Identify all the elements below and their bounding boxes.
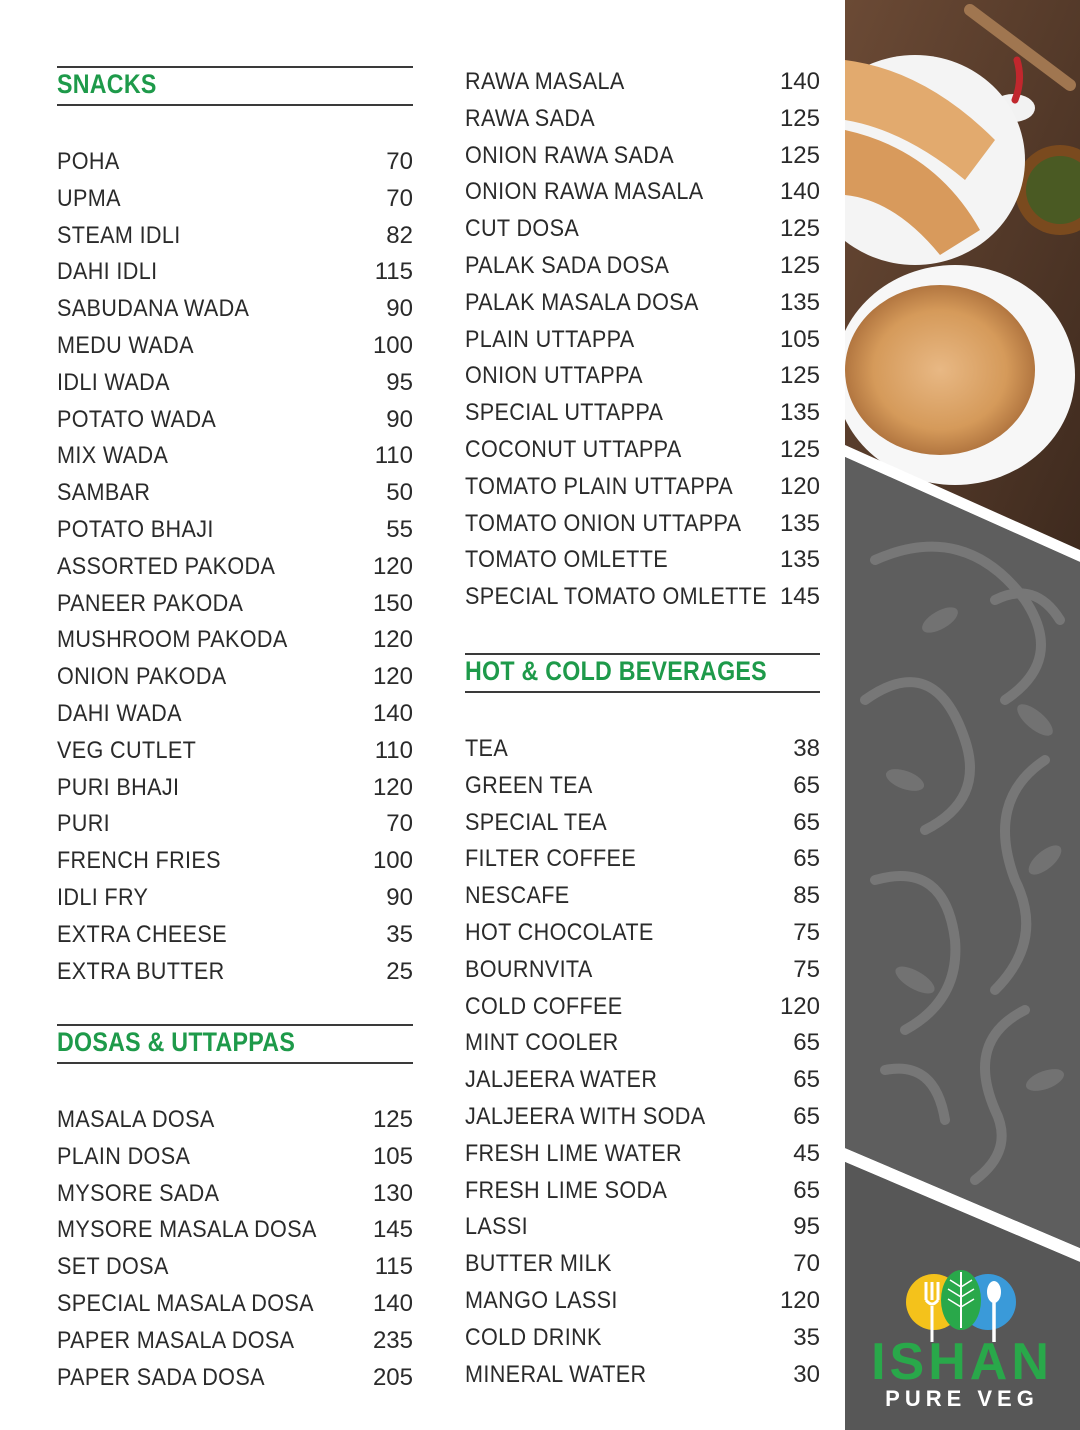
menu-item — [465, 1173, 820, 1210]
menu-item — [465, 1025, 820, 1062]
section-header — [57, 1024, 413, 1064]
decor-illustration — [845, 0, 1080, 1430]
item-price: 55 — [386, 515, 413, 543]
brand-tagline: PURE VEG — [885, 1386, 1039, 1411]
menu-item — [465, 841, 820, 878]
item-price: 85 — [793, 882, 820, 910]
item-price: 125 — [779, 251, 820, 279]
menu-item — [57, 770, 413, 807]
item-price: 82 — [386, 221, 413, 249]
dosa-icon — [845, 285, 1035, 455]
item-name: UPMA — [57, 184, 121, 212]
menu-item — [57, 254, 413, 291]
item-price: 125 — [779, 435, 820, 463]
item-name: EXTRA CHEESE — [57, 920, 227, 948]
item-name: POHA — [57, 148, 120, 175]
item-price: 120 — [372, 552, 413, 580]
menu-item — [57, 1286, 413, 1323]
item-name: SPECIAL UTTAPPA — [465, 399, 664, 427]
dosas-section — [57, 1024, 413, 1396]
menu-item — [57, 1323, 413, 1360]
item-name: JALJEERA WATER — [465, 1066, 658, 1094]
menu-item — [465, 579, 820, 616]
item-price: 120 — [372, 663, 413, 691]
menu-item — [465, 1062, 820, 1099]
menu-item — [57, 365, 413, 402]
item-price: 35 — [386, 920, 413, 948]
item-list — [465, 64, 820, 616]
menu-item — [465, 469, 820, 506]
item-name: JALJEERA WITH SODA — [465, 1102, 706, 1130]
menu-item — [57, 622, 413, 659]
menu-item — [465, 395, 820, 432]
menu-item — [465, 952, 820, 989]
item-price: 135 — [779, 509, 820, 537]
item-name: PAPER MASALA DOSA — [57, 1326, 295, 1354]
item-price: 235 — [372, 1326, 413, 1354]
item-name: SET DOSA — [57, 1253, 169, 1281]
item-price: 110 — [374, 736, 413, 764]
item-price: 130 — [372, 1179, 413, 1207]
item-price: 70 — [386, 810, 413, 838]
item-price: 120 — [779, 472, 820, 500]
item-price: 120 — [779, 992, 820, 1020]
item-list — [465, 731, 820, 1393]
item-name: FILTER COFFEE — [465, 845, 637, 873]
item-name: COCONUT UTTAPPA — [465, 435, 682, 463]
item-name: MEDU WADA — [57, 331, 194, 359]
menu-item — [465, 1209, 820, 1246]
item-price: 75 — [793, 918, 820, 946]
item-price: 110 — [374, 442, 413, 470]
menu-item — [57, 806, 413, 843]
item-name: PANEER PAKODA — [57, 589, 244, 617]
item-name: SPECIAL MASALA DOSA — [57, 1289, 314, 1317]
item-name: EXTRA BUTTER — [57, 957, 225, 985]
item-name: CUT DOSA — [465, 215, 580, 243]
item-name: PALAK SADA DOSA — [465, 251, 670, 279]
menu-item — [465, 358, 820, 395]
menu-item — [465, 64, 820, 101]
item-price: 65 — [793, 808, 820, 836]
item-name: PALAK MASALA DOSA — [465, 288, 699, 316]
menu-item — [57, 218, 413, 255]
menu-item — [465, 211, 820, 248]
item-price: 95 — [386, 368, 413, 396]
item-price: 35 — [793, 1323, 820, 1351]
menu-item — [465, 1357, 820, 1394]
section-header — [57, 66, 413, 106]
item-price: 70 — [386, 148, 413, 175]
menu-item — [465, 322, 820, 359]
item-price: 125 — [372, 1106, 413, 1133]
item-name: FRESH LIME WATER — [465, 1139, 682, 1167]
section-header — [465, 653, 820, 693]
item-name: ONION RAWA MASALA — [465, 178, 704, 206]
section-title: SNACKS — [57, 69, 157, 99]
side-decor-panel — [845, 0, 1080, 1430]
item-price: 150 — [372, 589, 413, 617]
item-price: 100 — [372, 331, 413, 359]
item-price: 90 — [386, 883, 413, 911]
menu-item — [465, 989, 820, 1026]
menu-item — [57, 402, 413, 439]
item-name: DAHI WADA — [57, 699, 182, 727]
menu-item — [465, 138, 820, 175]
spoon-icon — [987, 1281, 1001, 1303]
item-price: 38 — [793, 735, 820, 762]
menu-item — [465, 101, 820, 138]
item-name: SABUDANA WADA — [57, 295, 250, 323]
item-name: RAWA MASALA — [465, 68, 625, 95]
item-price: 65 — [793, 1102, 820, 1130]
item-price: 115 — [374, 1253, 413, 1281]
item-name: SAMBAR — [57, 479, 151, 507]
item-name: MINT COOLER — [465, 1029, 619, 1057]
menu-item — [465, 432, 820, 469]
item-price: 140 — [372, 699, 413, 727]
menu-item — [57, 475, 413, 512]
item-name: BOURNVITA — [465, 955, 593, 983]
item-name: TEA — [465, 735, 509, 762]
item-name: NESCAFE — [465, 882, 570, 910]
menu-item — [465, 1136, 820, 1173]
item-price: 135 — [779, 546, 820, 574]
item-name: HOT CHOCOLATE — [465, 918, 654, 946]
item-price: 65 — [793, 1066, 820, 1094]
item-name: VEG CUTLET — [57, 736, 197, 764]
menu-item — [57, 1139, 413, 1176]
item-price: 90 — [386, 295, 413, 323]
item-name: COLD COFFEE — [465, 992, 623, 1020]
item-name: ONION PAKODA — [57, 663, 227, 691]
menu-item — [465, 542, 820, 579]
item-price: 125 — [779, 215, 820, 243]
menu-item — [57, 586, 413, 623]
item-price: 45 — [793, 1139, 820, 1167]
item-name: RAWA SADA — [465, 104, 596, 132]
menu-item — [57, 954, 413, 991]
snacks-section — [57, 66, 413, 990]
item-name: MUSHROOM PAKODA — [57, 626, 288, 654]
item-name: ONION RAWA SADA — [465, 141, 675, 169]
menu-item — [465, 506, 820, 543]
logo-emblem-icon — [862, 1262, 1062, 1342]
item-price: 125 — [779, 362, 820, 390]
menu-item — [57, 659, 413, 696]
item-price: 140 — [779, 178, 820, 206]
menu-item — [57, 1360, 413, 1397]
menu-item — [57, 291, 413, 328]
item-price: 125 — [779, 141, 820, 169]
menu-item — [57, 144, 413, 181]
item-price: 135 — [779, 288, 820, 316]
menu-item — [57, 512, 413, 549]
item-name: LASSI — [465, 1213, 529, 1241]
menu-item — [465, 805, 820, 842]
menu-item — [57, 549, 413, 586]
menu-item — [57, 181, 413, 218]
item-name: IDLI WADA — [57, 368, 170, 396]
menu-item — [57, 1212, 413, 1249]
item-price: 120 — [372, 626, 413, 654]
item-price: 75 — [793, 955, 820, 983]
menu-item — [57, 917, 413, 954]
item-price: 65 — [793, 1029, 820, 1057]
menu-item — [57, 1176, 413, 1213]
item-name: GREEN TEA — [465, 771, 593, 799]
item-price: 70 — [793, 1250, 820, 1278]
menu-item — [465, 1246, 820, 1283]
item-price: 105 — [372, 1142, 413, 1170]
item-price: 70 — [386, 184, 413, 212]
item-price: 145 — [779, 583, 820, 611]
item-list — [57, 1102, 413, 1396]
menu-item — [465, 1320, 820, 1357]
menu-item — [465, 1283, 820, 1320]
item-name: MASALA DOSA — [57, 1106, 215, 1133]
menu-item — [465, 285, 820, 322]
item-name: STEAM IDLI — [57, 221, 181, 249]
item-price: 115 — [374, 258, 413, 286]
item-price: 30 — [793, 1360, 820, 1388]
menu-item — [465, 915, 820, 952]
item-name: FRESH LIME SODA — [465, 1176, 668, 1204]
item-name: PLAIN DOSA — [57, 1142, 191, 1170]
item-price: 125 — [779, 104, 820, 132]
item-name: POTATO BHAJI — [57, 515, 214, 543]
item-name: MYSORE SADA — [57, 1179, 220, 1207]
dosas-continued-section — [465, 64, 820, 616]
item-price: 140 — [372, 1289, 413, 1317]
item-price: 205 — [372, 1363, 413, 1391]
item-price: 140 — [779, 68, 820, 95]
item-price: 65 — [793, 771, 820, 799]
item-name: PAPER SADA DOSA — [57, 1363, 265, 1391]
menu-item — [465, 174, 820, 211]
item-name: MYSORE MASALA DOSA — [57, 1216, 317, 1244]
item-name: BUTTER MILK — [465, 1250, 612, 1278]
item-price: 120 — [372, 773, 413, 801]
menu-item — [465, 248, 820, 285]
item-name: PLAIN UTTAPPA — [465, 325, 635, 353]
item-name: PURI — [57, 810, 111, 838]
menu-item — [465, 878, 820, 915]
item-name: TOMATO OMLETTE — [465, 546, 669, 574]
item-price: 95 — [793, 1213, 820, 1241]
item-name: TOMATO ONION UTTAPPA — [465, 509, 742, 537]
item-price: 105 — [779, 325, 820, 353]
item-price: 25 — [386, 957, 413, 985]
brand-name: ISHAN — [871, 1333, 1053, 1391]
item-name: POTATO WADA — [57, 405, 217, 433]
item-name: COLD DRINK — [465, 1323, 602, 1351]
item-name: IDLI FRY — [57, 883, 149, 911]
item-name: MIX WADA — [57, 442, 169, 470]
menu-item — [57, 880, 413, 917]
menu-item — [465, 1099, 820, 1136]
beverages-section — [465, 653, 820, 1393]
menu-item — [465, 768, 820, 805]
item-price: 145 — [372, 1216, 413, 1244]
item-price: 100 — [372, 847, 413, 875]
item-name: PURI BHAJI — [57, 773, 180, 801]
item-name: MINERAL WATER — [465, 1360, 647, 1388]
menu-item — [57, 843, 413, 880]
item-name: DAHI IDLI — [57, 258, 158, 286]
item-name: SPECIAL TOMATO OMLETTE — [465, 583, 767, 611]
item-price: 120 — [779, 1286, 820, 1314]
menu-item — [57, 733, 413, 770]
item-name: TOMATO PLAIN UTTAPPA — [465, 472, 734, 500]
menu-item — [57, 328, 413, 365]
item-list — [57, 144, 413, 990]
menu-item — [57, 696, 413, 733]
item-name: MANGO LASSI — [465, 1286, 618, 1314]
menu-item — [57, 438, 413, 475]
section-title: DOSAS & UTTAPPAS — [57, 1027, 296, 1057]
menu-item — [465, 731, 820, 768]
section-title: HOT & COLD BEVERAGES — [465, 656, 767, 686]
item-name: SPECIAL TEA — [465, 808, 608, 836]
menu-item — [57, 1102, 413, 1139]
item-price: 135 — [779, 399, 820, 427]
item-price: 65 — [793, 1176, 820, 1204]
item-price: 50 — [386, 479, 413, 507]
item-name: ASSORTED PAKODA — [57, 552, 276, 580]
menu-item — [57, 1249, 413, 1286]
item-price: 90 — [386, 405, 413, 433]
item-price: 65 — [793, 845, 820, 873]
item-name: FRENCH FRIES — [57, 847, 221, 875]
brand-logo — [862, 1262, 1062, 1422]
item-name: ONION UTTAPPA — [465, 362, 643, 390]
